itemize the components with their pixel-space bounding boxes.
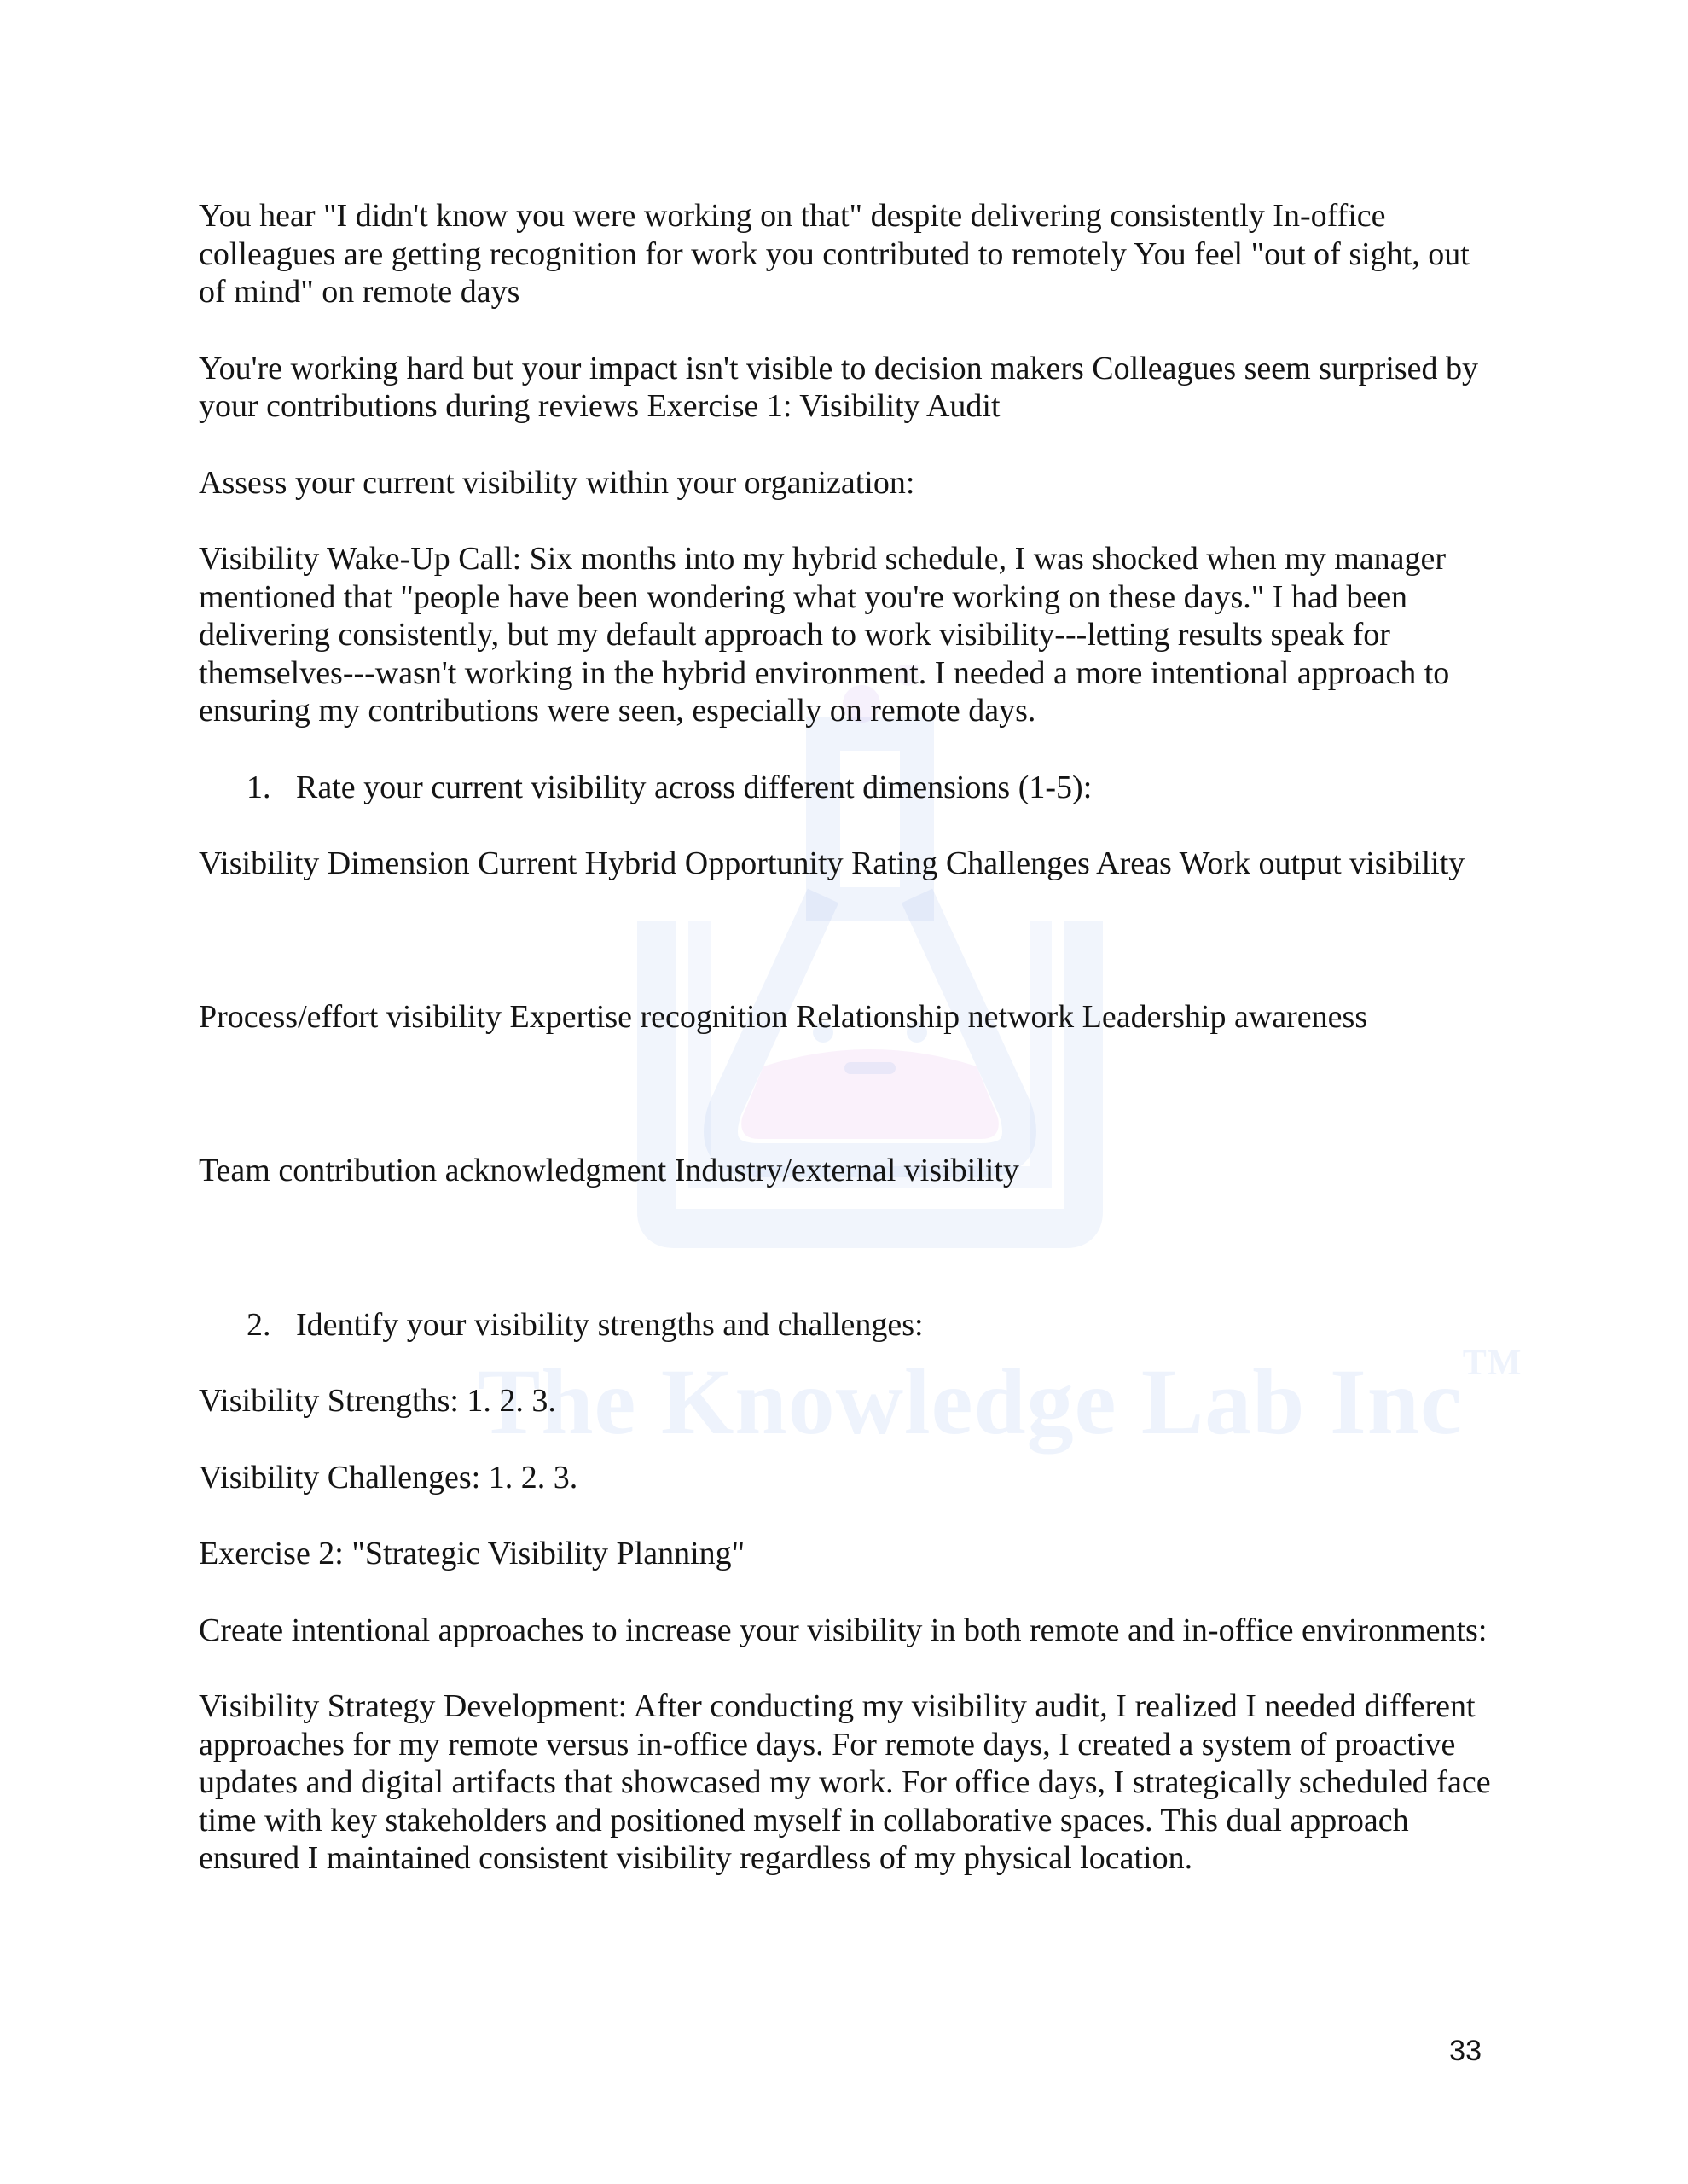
list-number: 1. — [247, 769, 271, 805]
visibility-strengths: Visibility Strengths: 1. 2. 3. — [199, 1383, 556, 1419]
list-item-rate-visibility — [199, 769, 1495, 807]
exercise-2-intro: Create intentional approaches to increase your visibility in both remote and in-office environments: — [199, 1612, 1488, 1648]
table-row-dimensions: Process/effort visibility Expertise recognition Relationship network Leadership awareness — [199, 998, 1368, 1035]
paragraph-wake-up-call: Visibility Wake-Up Call: Six months into my hybrid schedule, I was shocked when my manager mentioned that "people have been wondering what you're working on these days." I had been delivering consistently, but my default approach to work visibility---letting results speak for themselves---wasn't working in the hybrid environment. I needed a more intentional approach to ensuring my contributions were seen, especially on remote days. — [199, 541, 1450, 729]
page-number: 33 — [1449, 2035, 1482, 2067]
list-number: 2. — [247, 1306, 271, 1343]
list-item-identify-strengths — [199, 1306, 1495, 1345]
list-text: Rate your current visibility across different dimensions (1-5): — [296, 769, 1093, 805]
paragraph-impact-not-visible: You're working hard but your impact isn't visible to decision makers Colleagues seem surprised by your contributions during reviews Exercise 1: Visibility Audit — [199, 350, 1479, 424]
paragraph-hidden-signs: You hear "I didn't know you were working on that" despite delivering consistently In-office colleagues are getting recognition for work you contributed to remotely You feel "out of sight, out of mind" on remote days — [199, 198, 1470, 310]
page-content — [199, 197, 1523, 1878]
list-text: Identify your visibility strengths and challenges: — [296, 1306, 924, 1343]
paragraph-strategy-development: Visibility Strategy Development: After conducting my visibility audit, I realized I needed different approaches for my remote versus in-office days. For remote days, I created a system of proactive updates and digital artifacts that showcased my work. For office days, I strategically scheduled face time with key stakeholders and positioned myself in collaborative spaces. This dual approach ensured I maintained consistent visibility regardless of my physical location. — [199, 1688, 1491, 1876]
table-row-header: Visibility Dimension Current Hybrid Opportunity Rating Challenges Areas Work output visibility — [199, 845, 1465, 881]
paragraph-assess-visibility: Assess your current visibility within your organization: — [199, 464, 915, 501]
visibility-challenges: Visibility Challenges: 1. 2. 3. — [199, 1459, 578, 1496]
table-row-team: Team contribution acknowledgment Industry/external visibility — [199, 1153, 1019, 1188]
exercise-2-title: Exercise 2: "Strategic Visibility Planning" — [199, 1536, 745, 1571]
watermark-text: The Knowledge Lab Inc™ — [478, 1344, 1523, 1454]
